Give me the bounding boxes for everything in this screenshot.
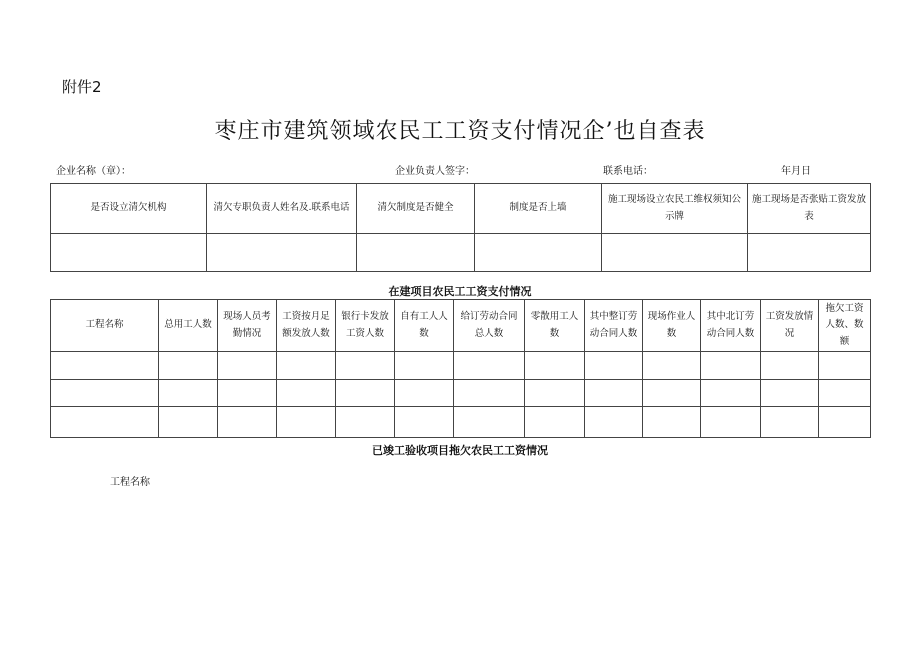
input-cell[interactable]: [277, 407, 336, 438]
input-cell[interactable]: [454, 380, 525, 407]
input-cell[interactable]: [218, 352, 277, 380]
input-cell[interactable]: [395, 352, 454, 380]
input-cell[interactable]: [643, 407, 701, 438]
input-cell[interactable]: [585, 407, 643, 438]
input-cell[interactable]: [701, 380, 761, 407]
header-cell: 是否设立清欠机构: [51, 184, 207, 234]
header-cell: 拖欠工资人数、数额: [819, 300, 871, 352]
input-cell[interactable]: [336, 352, 395, 380]
input-cell[interactable]: [602, 234, 748, 272]
self-check-table: [50, 183, 871, 272]
header-cell: 银行卡发放工资人数: [336, 300, 395, 352]
project-name-label: 工程名称: [110, 477, 150, 488]
header-cell: 工资发放情况: [761, 300, 819, 352]
header-cell: 工程名称: [51, 300, 159, 352]
input-cell[interactable]: [701, 407, 761, 438]
header-cell: 清欠制度是否健全: [357, 184, 475, 234]
header-cell: 施工现场是否张贴工资发放表: [748, 184, 871, 234]
company-name-label: 企业名称（章）：: [56, 166, 131, 177]
input-cell[interactable]: [207, 234, 357, 272]
input-cell[interactable]: [525, 380, 585, 407]
date-label: 年月日: [781, 166, 811, 177]
header-cell: 给订劳动合同总人数: [454, 300, 525, 352]
input-cell[interactable]: [218, 380, 277, 407]
header-cell: 总用工人数: [159, 300, 218, 352]
header-cell: 制度是否上墙: [475, 184, 602, 234]
input-cell[interactable]: [525, 407, 585, 438]
input-cell[interactable]: [585, 380, 643, 407]
header-cell: 现场人员考勤情况: [218, 300, 277, 352]
input-cell[interactable]: [748, 234, 871, 272]
header-cell: 零散用工人数: [525, 300, 585, 352]
header-cell: 施工现场设立农民工维权须知公示牌: [602, 184, 748, 234]
phone-label: 联系电话：: [603, 166, 653, 177]
section-title-ongoing: 在建项目农民工工资支付情况: [388, 285, 532, 298]
input-cell[interactable]: [51, 352, 159, 380]
header-cell: 清欠专职负责人姓名及.联系电话: [207, 184, 357, 234]
header-cell: 现场作业人数: [643, 300, 701, 352]
input-cell[interactable]: [51, 407, 159, 438]
input-cell[interactable]: [819, 407, 871, 438]
input-cell[interactable]: [51, 234, 207, 272]
input-cell[interactable]: [336, 407, 395, 438]
input-cell[interactable]: [761, 407, 819, 438]
input-cell[interactable]: [218, 407, 277, 438]
input-cell[interactable]: [819, 352, 871, 380]
input-cell[interactable]: [454, 352, 525, 380]
input-cell[interactable]: [701, 352, 761, 380]
input-cell[interactable]: [395, 407, 454, 438]
table-row: [51, 407, 871, 438]
input-cell[interactable]: [475, 234, 602, 272]
input-cell[interactable]: [819, 380, 871, 407]
input-cell[interactable]: [643, 380, 701, 407]
input-cell[interactable]: [395, 380, 454, 407]
input-cell[interactable]: [159, 352, 218, 380]
input-cell[interactable]: [277, 352, 336, 380]
input-cell[interactable]: [525, 352, 585, 380]
input-cell[interactable]: [357, 234, 475, 272]
page-title: 枣庄市建筑领域农民工工资支付情况企’也自查表: [214, 119, 706, 144]
input-cell[interactable]: [51, 380, 159, 407]
input-cell[interactable]: [643, 352, 701, 380]
section-title-completed: 已竣工验收项目拖欠农民工工资情况: [372, 444, 548, 457]
table-row: [51, 352, 871, 380]
header-cell: 其中整订劳动合同人数: [585, 300, 643, 352]
input-cell[interactable]: [454, 407, 525, 438]
input-cell[interactable]: [336, 380, 395, 407]
input-cell[interactable]: [159, 407, 218, 438]
header-cell: 工资按月足额发放人数: [277, 300, 336, 352]
input-cell[interactable]: [761, 380, 819, 407]
input-cell[interactable]: [761, 352, 819, 380]
input-cell[interactable]: [277, 380, 336, 407]
manager-signature-label: 企业负责人签字：: [395, 166, 475, 177]
input-cell[interactable]: [159, 380, 218, 407]
ongoing-projects-table: [50, 299, 871, 438]
input-cell[interactable]: [585, 352, 643, 380]
table-row: [51, 380, 871, 407]
header-cell: 自有工人人数: [395, 300, 454, 352]
attachment-label: 附件2: [62, 78, 102, 96]
header-cell: 其中北订劳动合同人数: [701, 300, 761, 352]
